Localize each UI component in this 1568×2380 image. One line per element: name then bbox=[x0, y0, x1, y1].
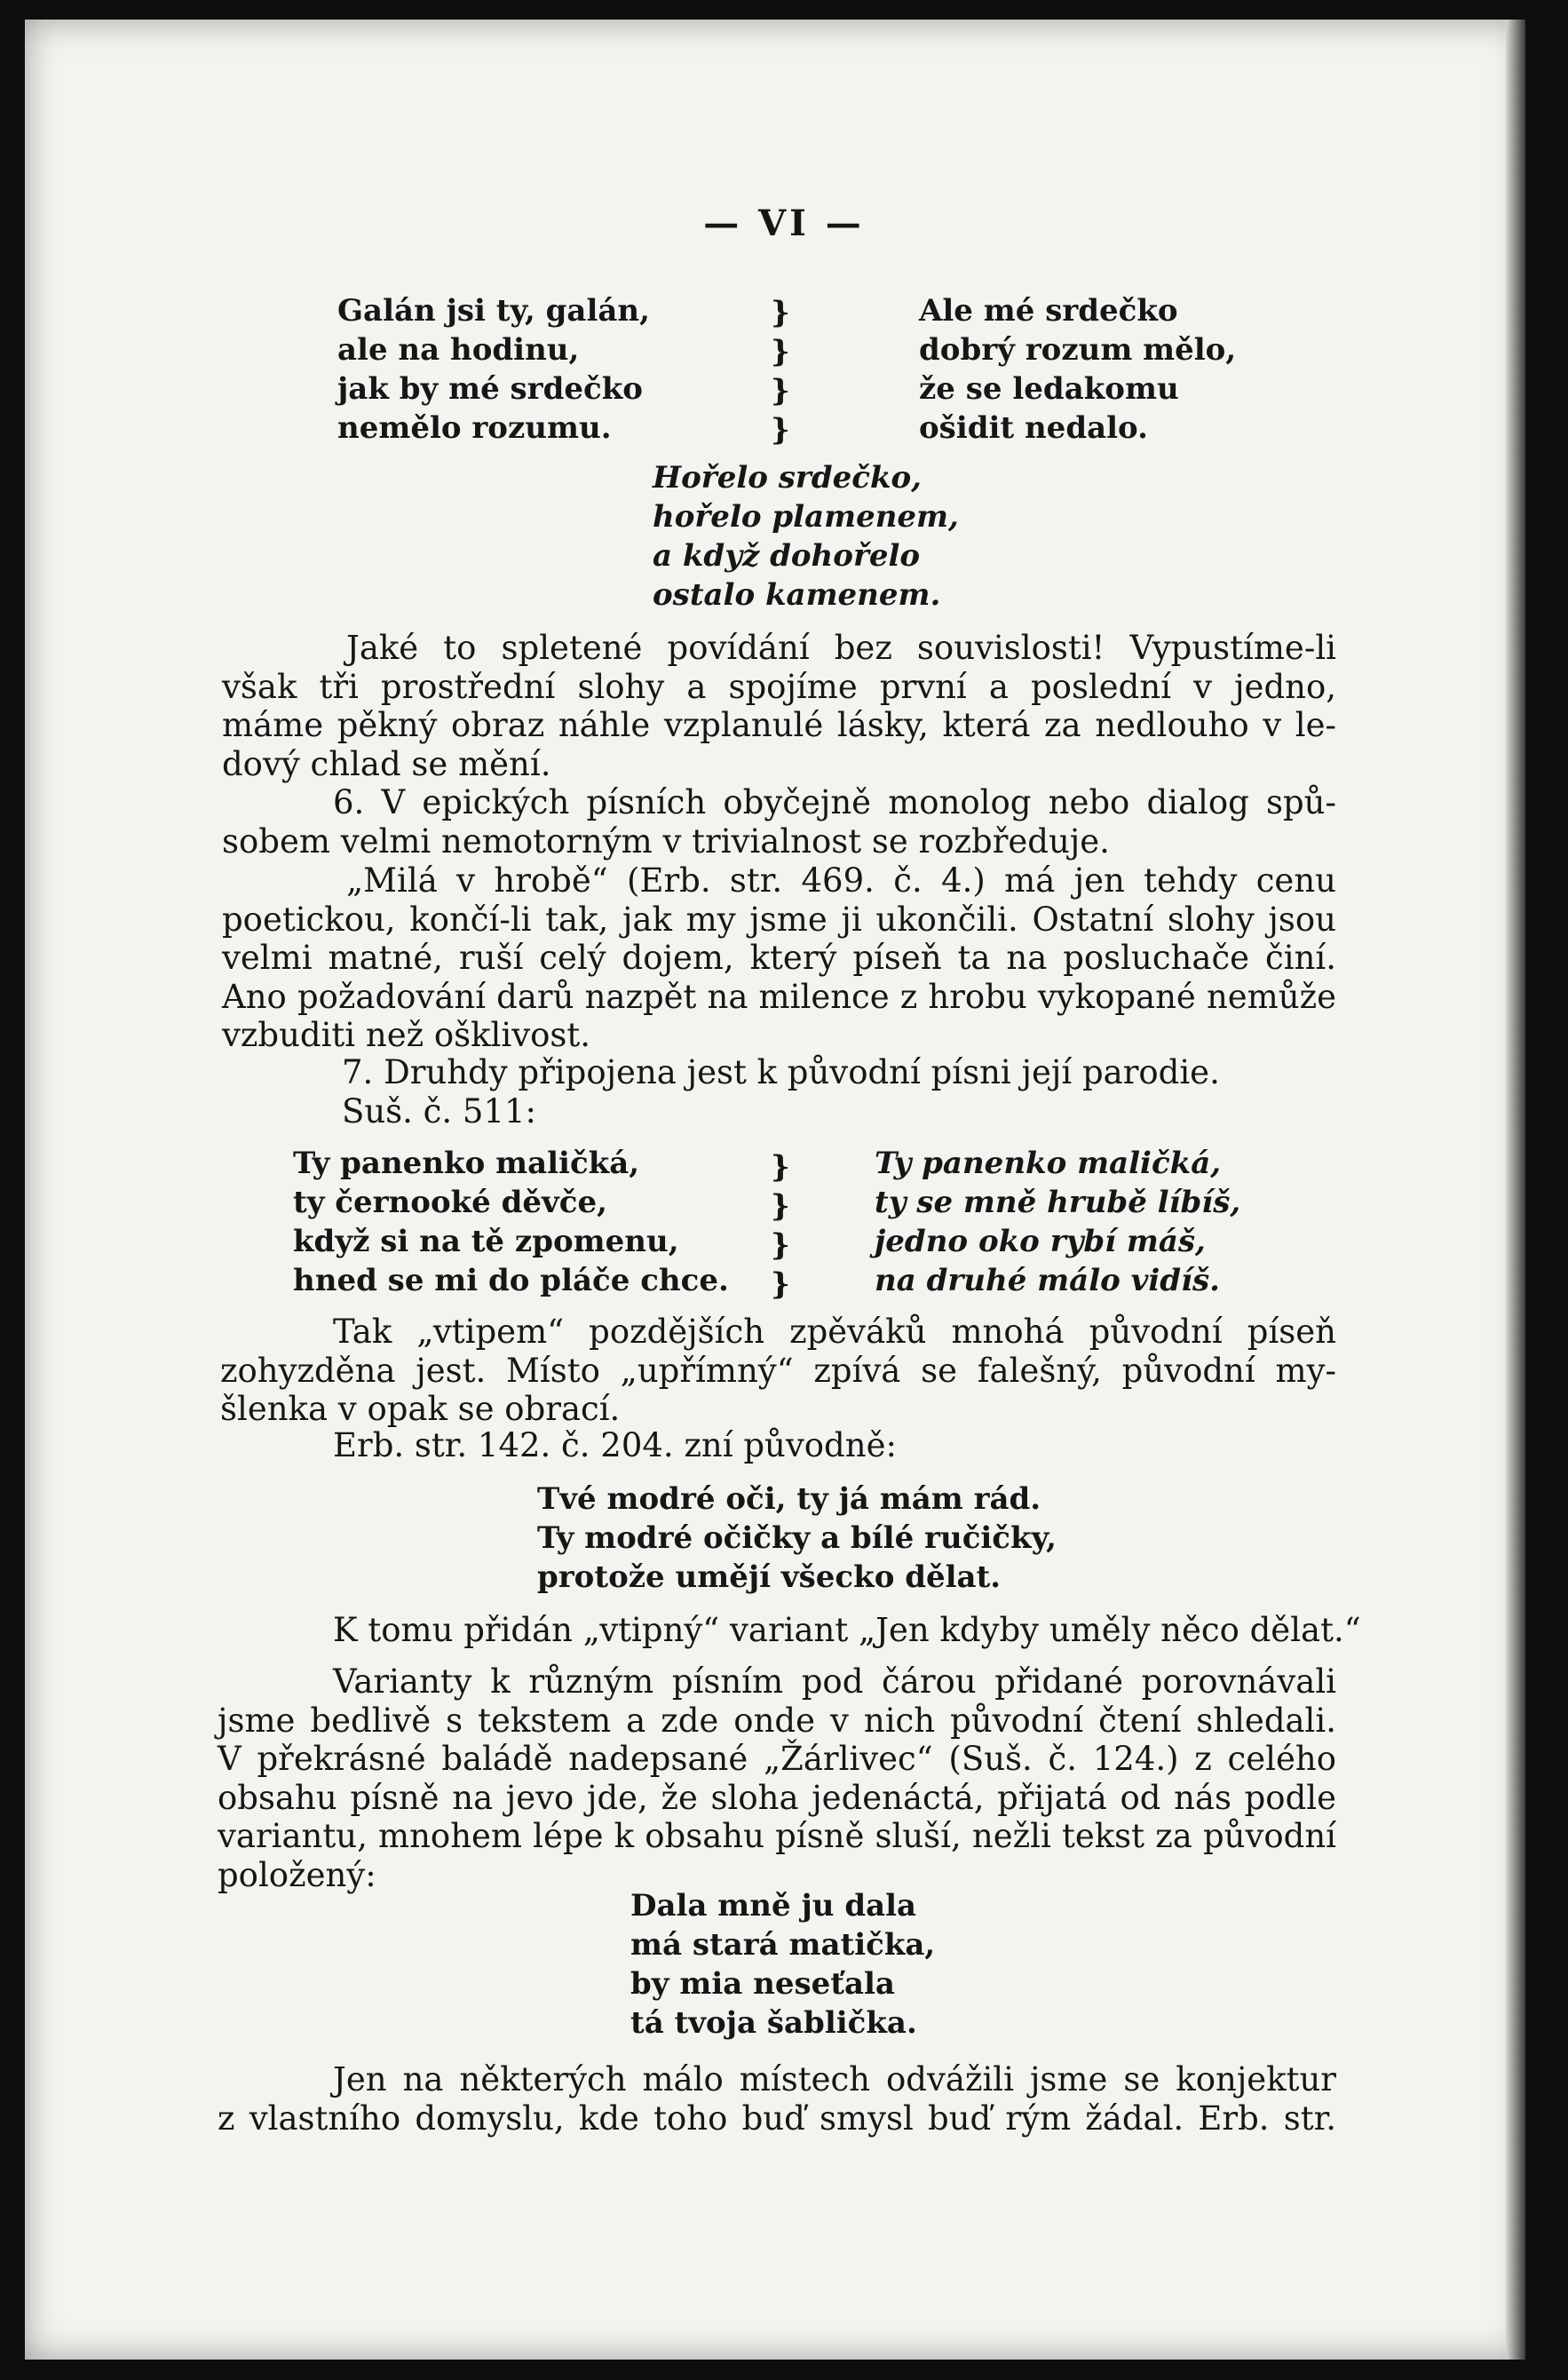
paragraph-2 bbox=[222, 783, 1336, 861]
verse-line: ale na hodinu, bbox=[337, 332, 580, 368]
paragraph-4b bbox=[342, 1092, 875, 1131]
verse1-brace: } } } } bbox=[771, 295, 790, 448]
paragraph-8 bbox=[218, 2060, 1336, 2138]
verse2-brace: } } } } bbox=[771, 1149, 790, 1302]
verse-line: Dala mně ju dala bbox=[630, 1888, 917, 1924]
verse-line: protože umějí všecko dělat. bbox=[537, 1559, 1002, 1595]
paragraph-5 bbox=[220, 1313, 1336, 1429]
text-line: však tři prostřední slohy a spojíme první a poslední v jedno, bbox=[222, 667, 1336, 706]
text-line: 7. Druhdy připojena jest k původní písni její parodie. bbox=[342, 1053, 1220, 1091]
text-line: Varianty k různým písním pod čárou přidané porovnávali bbox=[333, 1662, 1336, 1701]
text-line: položený: bbox=[218, 1855, 376, 1894]
paragraph-4 bbox=[342, 1053, 1336, 1092]
paragraph-1 bbox=[222, 629, 1336, 783]
verse-line: ošidit nedalo. bbox=[919, 410, 1148, 446]
text-line: zohyzděna jest. Místo „upřímný“ zpívá se falešný, původní my- bbox=[220, 1351, 1336, 1390]
verse-line: by mia neseťala bbox=[630, 1966, 895, 2002]
verse-line: na druhé málo vidíš. bbox=[875, 1263, 1220, 1298]
verse-line: hořelo plamenem, bbox=[653, 499, 959, 535]
verse-line: nemělo rozumu. bbox=[337, 410, 612, 446]
verse3 bbox=[537, 1480, 1057, 1597]
verse-line: Hořelo srdečko, bbox=[653, 460, 923, 496]
verse-line: dobrý rozum mělo, bbox=[919, 332, 1237, 368]
page-spine-shadow bbox=[1506, 20, 1525, 2360]
text-line: poetickou, končí-li tak, jak my jsme ji ukončili. Ostatní slohy jsou bbox=[222, 900, 1336, 939]
verse-line: Galán jsi ty, galán, bbox=[337, 293, 650, 329]
paragraph-7 bbox=[218, 1662, 1336, 1894]
text-line: „Milá v hrobě“ (Erb. str. 469. č. 4.) má jen tehdy cenu bbox=[346, 861, 1336, 900]
verse-line: jak by mé srdečko bbox=[337, 371, 643, 407]
text-line: Ano požadování darů nazpět na milence z hrobu vykopané nemůže bbox=[222, 977, 1336, 1016]
text-line: jsme bedlivě s tekstem a zde onde v nich původní čtení shledali. bbox=[218, 1701, 1336, 1740]
text-line: velmi matné, ruší celý dojem, který píseň ta na posluchače činí. bbox=[222, 939, 1336, 977]
paragraph-5b bbox=[333, 1426, 1132, 1465]
page-number: — VI — bbox=[703, 202, 865, 244]
verse2-left bbox=[293, 1144, 729, 1300]
text-line: máme pěkný obraz náhle vzplanulé lásky, která za nedlouho v le- bbox=[222, 706, 1336, 744]
verse2-right bbox=[875, 1144, 1240, 1300]
text-line: Suš. č. 511: bbox=[342, 1092, 537, 1130]
text-line: K tomu přidán „vtipný“ variant „Jen kdyby uměly něco dělat.“ bbox=[333, 1611, 1361, 1649]
verse-line: ostalo kamenem. bbox=[653, 577, 941, 613]
text-line: V překrásné baládě nadepsané „Žárlivec“ (Suš. č. 124.) z celého bbox=[218, 1740, 1336, 1778]
verse-line: a když dohořelo bbox=[653, 538, 921, 574]
verse-line: hned se mi do pláče chce. bbox=[293, 1263, 729, 1298]
text-line: vzbuditi než ošklivost. bbox=[222, 1016, 591, 1054]
text-line: sobem velmi nemotorným v trivialnost se rozbředuje. bbox=[222, 821, 1110, 861]
verse4 bbox=[630, 1886, 935, 2043]
verse-line: Ty modré očičky a bílé ručičky, bbox=[537, 1520, 1057, 1556]
verse-line: má stará matička, bbox=[630, 1927, 936, 1963]
text-line: Tak „vtipem“ pozdějších zpěváků mnohá původní píseň bbox=[333, 1313, 1336, 1351]
verse-line: tá tvoja šablička. bbox=[630, 2005, 917, 2041]
text-line: Erb. str. 142. č. 204. zní původně: bbox=[333, 1426, 897, 1464]
verse-line: ty se mně hrubě líbíš, bbox=[875, 1185, 1241, 1220]
verse-line: ty černooké děvče, bbox=[293, 1185, 607, 1220]
text-line: Jaké to spletené povídání bez souvislosti! Vypustíme-li bbox=[346, 629, 1336, 667]
text-line: šlenka v opak se obrací. bbox=[220, 1390, 621, 1428]
text-line: dový chlad se mění. bbox=[222, 744, 551, 783]
verse-line: Ty panenko maličká, bbox=[293, 1146, 640, 1181]
paragraph-3 bbox=[222, 861, 1336, 1055]
verse1-center bbox=[653, 458, 959, 615]
text-line: z vlastního domyslu, kde toho buď smysl buď rým žádal. Erb. str. bbox=[218, 2098, 1336, 2138]
verse-line: Ty panenko maličká, bbox=[875, 1146, 1222, 1181]
paragraph-6 bbox=[333, 1611, 1361, 1650]
verse-line: že se ledakomu bbox=[919, 371, 1179, 407]
verse-line: když si na tě zpomenu, bbox=[293, 1224, 679, 1259]
verse-line: Tvé modré oči, ty já mám rád. bbox=[537, 1481, 1041, 1517]
verse1-left bbox=[337, 291, 650, 448]
text-line: Jen na některých málo místech odvážili jsme se konjektur bbox=[333, 2060, 1336, 2098]
text-line: obsahu písně na jevo jde, že sloha jedenáctá, přijatá od nás podle bbox=[218, 1778, 1336, 1817]
verse-line: jedno oko rybí máš, bbox=[875, 1224, 1206, 1259]
verse1-right bbox=[919, 291, 1236, 448]
verse-line: Ale mé srdečko bbox=[919, 293, 1178, 329]
text-line: 6. V epických písních obyčejně monolog nebo dialog spů- bbox=[333, 783, 1336, 821]
text-line: variantu, mnohem lépe k obsahu písně sluší, nežli tekst za původní bbox=[218, 1817, 1336, 1855]
